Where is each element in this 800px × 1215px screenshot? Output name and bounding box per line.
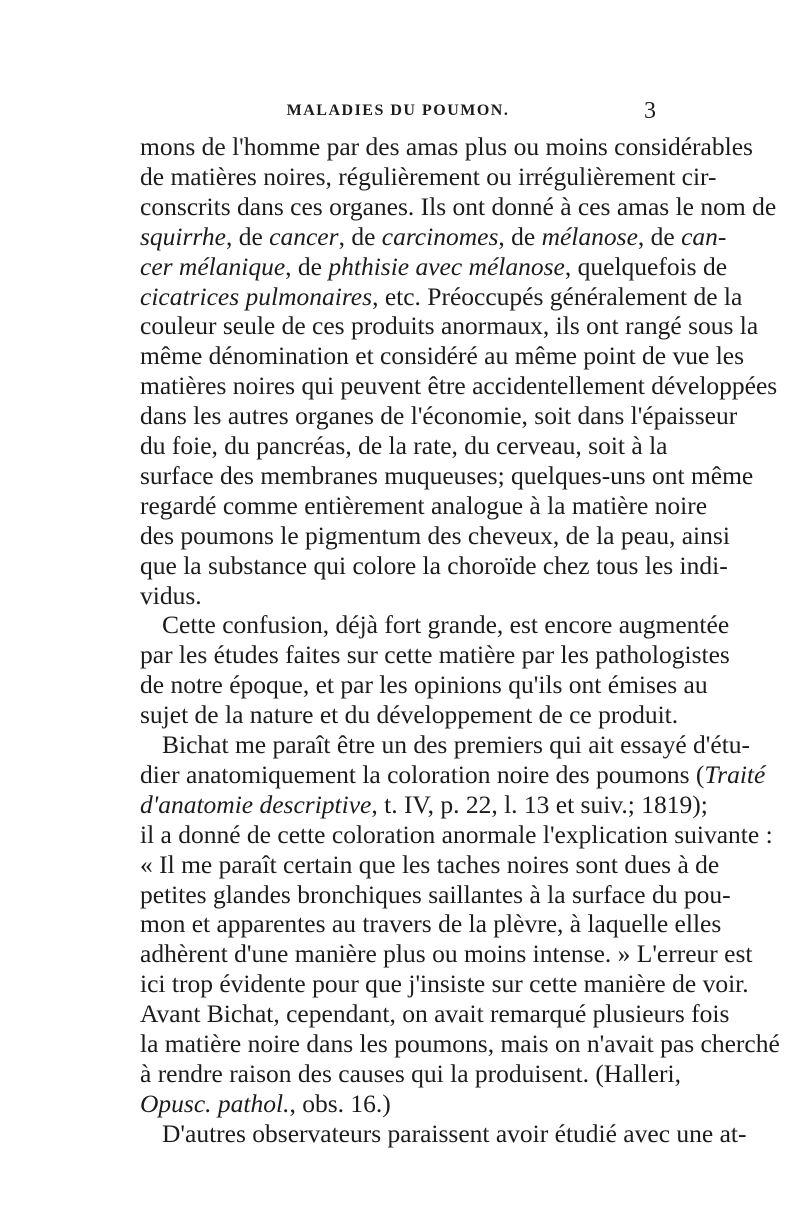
text-line (140, 340, 745, 371)
text-run: , de (637, 221, 682, 251)
text-run: « Il me paraît certain que les taches noires sont dues à de (140, 849, 720, 879)
italic-text: d'anatomie descriptive (140, 789, 372, 819)
text-run: la matière noire dans les poumons, mais on n'avait pas cherché (140, 1029, 780, 1058)
text-run: il a donné de cette coloration anormale l'explication suivante : (140, 819, 773, 849)
text-line (140, 1118, 747, 1149)
text-run: mon et apparentes au travers de la plèvre, à laquelle elles (140, 909, 722, 939)
text-line (140, 1028, 780, 1059)
text-line (140, 310, 759, 341)
italic-text: cicatrices pulmonaires (140, 281, 373, 311)
text-line (140, 131, 753, 162)
text-line (140, 580, 656, 611)
text-line (140, 430, 668, 461)
text-line (140, 819, 773, 850)
text-run: , de (498, 221, 542, 251)
running-title: MALADIES DU POUMON. (286, 102, 510, 119)
text-run: , t. IV, p. 22, l. 13 et suiv.; 1819); (371, 789, 708, 819)
text-run: , etc. Préoccupés généralement de la (372, 281, 743, 311)
text-run: matières noires qui peuvent être accidentellement développées (140, 371, 778, 401)
text-line (140, 789, 708, 820)
text-run: , de (225, 221, 270, 251)
text-line (140, 938, 753, 969)
text-run: couleur seule de ces produits anormaux, ils ont rangé sous la (140, 311, 759, 341)
italic-text: Traité (704, 759, 766, 789)
text-run: regardé comme entièrement analogue à la matière noire (140, 490, 708, 520)
text-line (140, 879, 731, 910)
italic-text: phthisie avec mélanose (328, 251, 565, 281)
text-line (140, 520, 730, 551)
text-run: , de (338, 221, 382, 251)
text-line (140, 191, 777, 222)
text-line (140, 370, 778, 401)
text-run: par les études faites sur cette matière par les pathologistes (140, 640, 730, 670)
text-run: Cette confusion, déjà fort grande, est encore augmentée (162, 610, 730, 640)
italic-text: carcinomes (381, 221, 499, 251)
text-run: , de (285, 251, 329, 281)
text-run: dans les autres organes de l'économie, soit dans l'épaisseur (140, 401, 738, 431)
text-line (140, 998, 730, 1029)
text-line (140, 849, 720, 880)
text-run: D'autres observateurs paraissent avoir étudié avec une at- (162, 1118, 747, 1148)
text-run: mons de l'homme par des amas plus ou moins considérables (140, 132, 753, 161)
text-line (140, 400, 738, 431)
text-line (140, 221, 727, 252)
text-line (140, 251, 728, 282)
text-run: , obs. 16.) (289, 1088, 391, 1118)
italic-text: cer mélanique (140, 251, 286, 281)
text-run: que la substance qui colore la choroïde chez tous les indi- (140, 550, 728, 580)
text-run: surface des membranes muqueuses; quelques-uns ont même (140, 460, 754, 490)
italic-text: Opusc. pathol. (140, 1088, 290, 1118)
page-number: 3 (644, 98, 656, 124)
text-run: du foie, du pancréas, de la rate, du cerveau, soit à la (140, 431, 668, 460)
page-header (140, 98, 656, 130)
text-run: conscrits dans ces organes. Ils ont donné à ces amas le nom de (140, 191, 777, 221)
text-run: de notre époque, et par les opinions qu'ils ont émises au (140, 670, 708, 700)
text-line (140, 669, 708, 700)
text-run: de matières noires, régulièrement ou irrégulièrement cir- (140, 161, 717, 191)
text-run: même dénomination et considéré au même point de vue les (140, 341, 745, 371)
text-run: à rendre raison des causes qui la produisent. (Halleri, (140, 1058, 681, 1088)
text-line (140, 908, 722, 939)
text-run: petites glandes bronchiques saillantes à la surface du pou- (140, 879, 731, 909)
italic-text: cancer (269, 221, 339, 251)
text-line (140, 609, 730, 640)
text-run: adhèrent d'une manière plus ou moins intense. » L'erreur est (140, 939, 753, 969)
text-line (140, 460, 754, 491)
italic-text: mélanose (541, 221, 638, 251)
text-line (140, 1058, 681, 1089)
text-run: vidus. (140, 580, 202, 610)
text-line (140, 729, 751, 760)
text-run: ici trop évidente pour que j'insiste sur cette manière de voir. (140, 969, 749, 999)
text-line (140, 1088, 656, 1119)
text-line (140, 161, 717, 192)
text-run: Avant Bichat, cependant, on avait remarqué plusieurs fois (140, 999, 730, 1029)
text-run: , quelquefois de (564, 251, 728, 281)
italic-text: can- (681, 221, 727, 251)
text-line (140, 550, 728, 581)
text-line (140, 639, 730, 670)
text-run: dier anatomiquement la coloration noire des poumons ( (140, 759, 705, 789)
text-line (140, 968, 749, 999)
text-line (140, 281, 743, 312)
text-line (140, 759, 766, 790)
italic-text: squirrhe (140, 221, 226, 251)
text-run: des poumons le pigmentum des cheveux, de la peau, ainsi (140, 520, 730, 550)
text-line (140, 699, 679, 730)
text-run: sujet de la nature et du développement de ce produit. (140, 700, 679, 730)
text-line (140, 490, 708, 521)
text-run: Bichat me paraît être un des premiers qui ait essayé d'étu- (162, 730, 751, 759)
